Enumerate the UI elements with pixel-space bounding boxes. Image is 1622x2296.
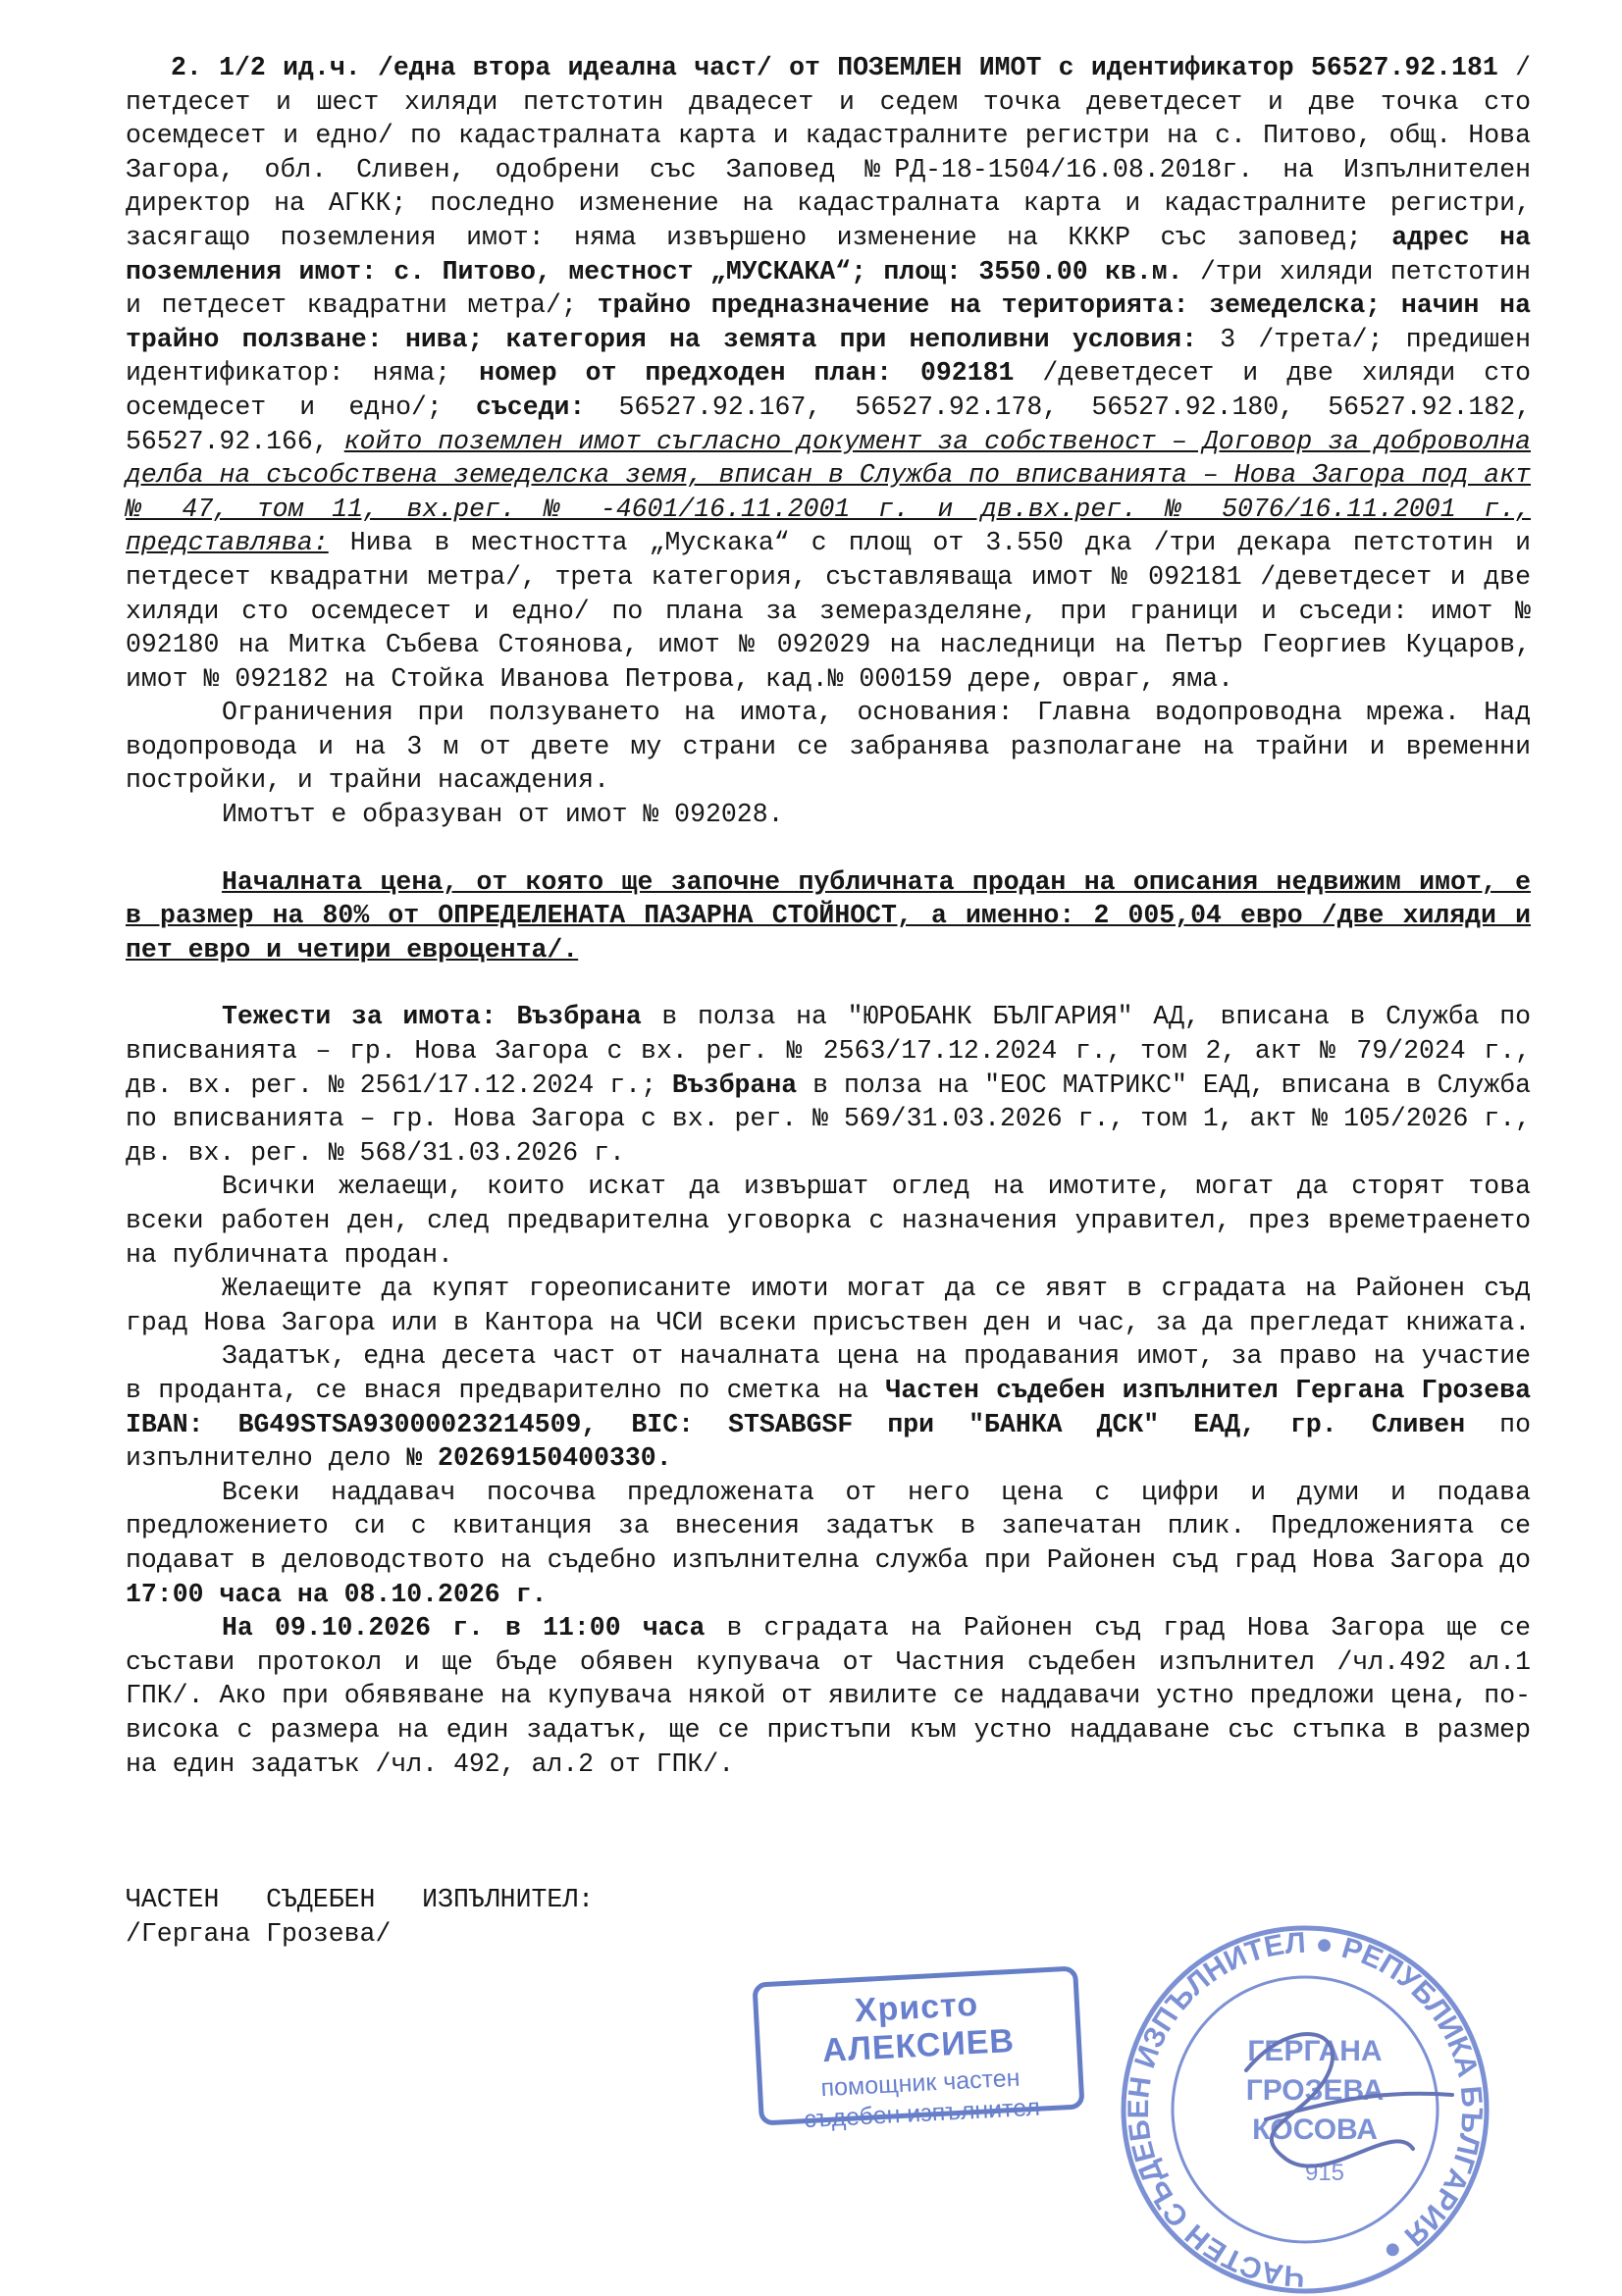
starting-price-paragraph: Началната цена, от която ще започне публичната продан на описания недвижим имот, е в размер на 80% от ОПРЕДЕЛЕНАТА ПАЗАРНА СТОЙНОСТ, а именно: 2 005,04 евро /две хиляди и пет евро и четири евроцента/.	[126, 866, 1531, 965]
property-purpose: трайно предназначение на територията: земеделска; начин на трайно ползване: нива; категория на земята при неполивни условия:	[126, 290, 1531, 354]
property-neighbors-label: съседи:	[476, 391, 586, 422]
encumbrances-paragraph	[126, 1000, 1531, 1170]
official-round-stamp	[1099, 1923, 1511, 2296]
assistant-stamp-role: помощник частен	[819, 2063, 1021, 2103]
deposit-account: Частен съдебен изпълнител Гергана Грозева IBAN: BG49STSA93000023214509, BIC: STSABGSF при "БАНКА ДСК" ЕАД, гр. Сливен	[126, 1375, 1531, 1439]
opening-text: в сградата на Районен съд град Нова Загора ще се състави протокол и ще бъде обявен купувача от Частния съдебен изпълнител /чл.492 ал.1 ГПК/. Ако при обявяване на купувача някой от явилите се наддавачи устно предложи цена, по-висока с размера на един задатък, ще се пристъпи към устно наддаване със стъпка в размер на един задатък /чл. 492, ал.2 от ГПК/.	[126, 1613, 1531, 1779]
assistant-stamp-name: Христо АЛЕКСИЕВ	[821, 1985, 1016, 2070]
assistant-stamp-title: съдебен изпълнител	[803, 2093, 1041, 2134]
stamp-ring-textpath: ЧАСТЕН СЪДЕБЕН ИЗПЪЛНИТЕЛ ● РЕПУБЛИКА БЪЛГАРИЯ ●	[1123, 1926, 1489, 2293]
opening-paragraph	[126, 1611, 1531, 1781]
property-address: адрес на поземления имот: с. Питово, местност „МУСКАКА“; площ: 3550.00 кв.м.	[126, 222, 1531, 287]
encumbrance-2: в полза на "ЕОС МАТРИКС" ЕАД, вписана в Служба по вписванията – гр. Нова Загора с вх. рег. № 569/31.03.2026 г., том 1, акт № 105/2026 г., дв. вх. рег. № 568/31.03.2026 г.	[126, 1070, 1531, 1168]
stamp-inner-line-2: ГРОЗЕВА	[1245, 2074, 1385, 2107]
stamp-inner-line-3: КОСОВА	[1252, 2113, 1378, 2146]
assistant-stamp	[752, 1965, 1084, 2134]
opening-datetime: На 09.10.2026 г. в 11:00 часа	[222, 1613, 706, 1644]
property-paragraph	[126, 51, 1531, 696]
document-page	[126, 51, 1531, 1951]
stamp-number: 915	[1304, 2160, 1345, 2186]
signature-name: /Гергана Грозева/	[126, 1918, 392, 1949]
property-intro: 2. 1/2 ид.ч. /една втора идеална част/ от ПОЗЕМЛЕН ИМОТ с идентификатор 56527.92.181	[171, 53, 1498, 82]
bids-text: Всеки наддавач посочва предложената от него цена с цифри и думи и подава предложението си с квитанция за внесения задатък в запечатан плик. Предложенията се подават в деловодството на съдебно изпълнителна служба при Районен съд град Нова Загора до	[126, 1477, 1531, 1575]
origin-paragraph: Имотът е образуван от имот № 092028.	[222, 800, 784, 830]
deposit-case-text: по изпълнително дело	[126, 1409, 1531, 1474]
encumbrances-label: Тежести за имота: Възбрана	[222, 1002, 642, 1032]
bids-deadline: 17:00 часа на 08.10.2026 г.	[126, 1579, 548, 1609]
papers-paragraph: Желаещите да купят гореописаните имоти могат да се явят в сградата на Районен съд град Нова Загора или в Кантора на ЧСИ всеки присъствен ден и час, за да прегледат книжата.	[126, 1274, 1531, 1337]
encumbrance-2-label: Възбрана	[671, 1070, 798, 1100]
property-category: 3 /трета/; предишен идентификатор: няма;	[126, 324, 1531, 389]
signature-title: ЧАСТЕН СЪДЕБЕН ИЗПЪЛНИТЕЛ:	[126, 1885, 595, 1915]
restrictions-paragraph: Ограничения при ползуването на имота, основания: Главна водопроводна мрежа. Над водопровода и на 3 м от двете му страни се забранява разполагане на трайни и временни постройки, и трайни насаждения.	[126, 698, 1531, 796]
viewing-paragraph: Всички желаещи, които искат да извършат оглед на имотите, могат да сторят това всеки работен ден, след предварителна уговорка с назначения управител, през времетраенето на публичната продан.	[126, 1172, 1531, 1270]
deposit-text: Задатък, една десета част от началната цена на продавания имот, за право на участие в проданта, се внася предварително по сметка на	[126, 1341, 1531, 1405]
bids-paragraph	[126, 1476, 1531, 1611]
property-id-words: /петдесет и шест хиляди петстотин двадесет и седем точка деветдесет и две точка сто осемдесет и едно/ по кадастралната карта и кадастралните регистри на с. Питово, общ. Нова Загора, обл. Сливен, одобрени със Заповед №РД-18-1504/16.08.2018г. на Изпълнителен директор на АГКК; последно изменение на кадастралната карта и кадастралните регистри, засягащо поземления имот: няма извършено изменение на КККР със заповед;	[126, 53, 1531, 252]
property-plan-words: /деветдесет и две хиляди сто осемдесет и едно/;	[126, 358, 1531, 422]
deposit-case-number: № 20269150400330.	[406, 1443, 672, 1474]
encumbrance-1: в полза на "ЮРОБАНК БЪЛГАРИЯ" АД, вписана в Служба по вписванията – гр. Нова Загора с вх. рег. № 2563/17.12.2024 г., том 2, акт № 79/2024 г., дв. вх. рег. № 2561/17.12.2024 г.;	[126, 1002, 1531, 1100]
deposit-paragraph	[126, 1339, 1531, 1475]
property-plan-label: номер от предходен план: 092181	[479, 358, 1015, 389]
ownership-document: който поземлен имот съгласно документ за собственост – Договор за доброволна делба на съсобствена земеделска земя, вписан в Служба по вписванията – Нова Загора под акт № 47, том 11, вх.рег. № -4601/16.11.2001 г. и дв.вх.рег. № 5076/16.11.2001 г., представлява:	[126, 426, 1531, 558]
stamp-inner-line-1: ГЕРГАНА	[1247, 2035, 1383, 2067]
property-description: Нива в местността „Мускака“ с площ от 3.550 дка /три декара петстотин и петдесет квадратни метра/, трета категория, съставляваща имот № 092181 /деветдесет и две хиляди сто осемдесет и едно/ по плана за земеразделяне, при граници и съседи: имот № 092180 на Митка Събева Стоянова, имот № 092029 на наследници на Петър Георгиев Куцаров, имот № 092182 на Стойка Иванова Петрова, кад.№ 000159 дере, овраг, яма.	[126, 528, 1531, 694]
property-area-words: /три хиляди петстотин и петдесет квадратни метра/;	[126, 256, 1531, 321]
property-neighbors: 56527.92.167, 56527.92.178, 56527.92.180, 56527.92.182, 56527.92.166,	[126, 391, 1531, 456]
